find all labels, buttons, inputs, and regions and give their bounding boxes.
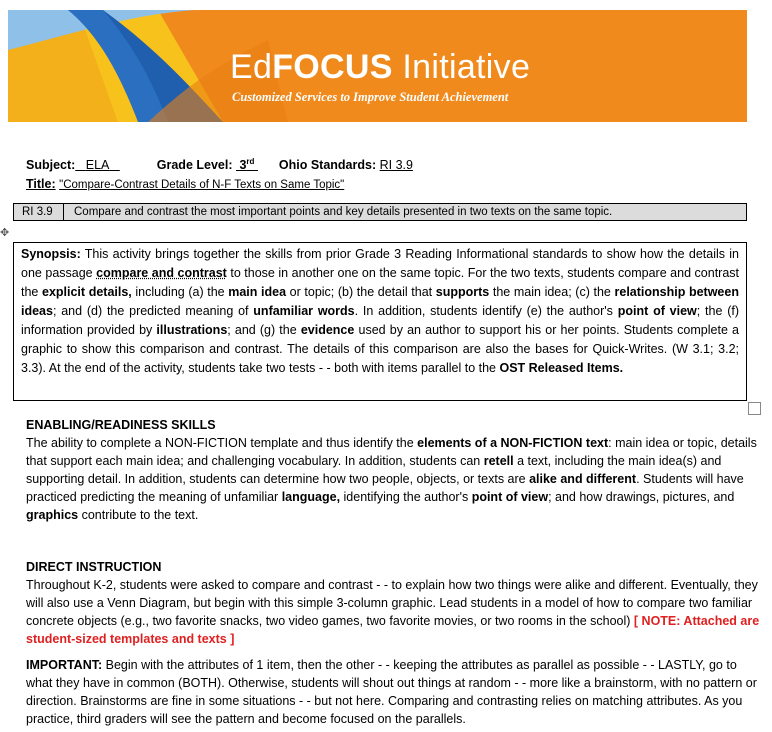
table-resize-handle[interactable] [748, 402, 761, 415]
header-banner [8, 10, 747, 122]
important-label: IMPORTANT: [26, 658, 103, 672]
enabling-text: The ability to complete a NON-FICTION template and thus identify the elements of a NON-FICTION text: main idea or topic, details that support each main idea; and challenging vocabulary. In addition, students can retell a text, including the main idea(s) and supporting detail. In addition, students can determine how two people, objects, or texts are alike and different. Students will have practiced predicting the meaning of unfamiliar language, identifying the author's point of view; and how drawings, pictures, and graphics contribute to the text. [26, 436, 757, 522]
subject-value: ELA [85, 158, 110, 173]
direct-text: Throughout K-2, students were asked to compare and contrast - - to explain how two things were alike and different. Eventually, they will also use a Venn Diagram, but begin with this simple 3-column graphic. Lead students in a model of how to compare two familiar concrete objects (e.g., two favorite snacks, two video games, two favorite movies, or two rooms in the school) [ NOTE: Attached are student-sized templates and texts ] [26, 578, 760, 646]
standards-value: RI 3.9 [379, 158, 413, 173]
important-section [26, 656, 766, 728]
important-text: Begin with the attributes of 1 item, then the other - - keeping the attributes as parallel as possible - - LASTLY, go to what they have in common (BOTH). Otherwise, students will shout out things at random - - more like a brainstorm, with no pattern or direction. Brainstorms are fine in some situations - - but not here. Comparing and contrasting relies on matching attributes. As you practice, third graders will see the pattern and become focused on the parallels. [26, 658, 757, 726]
subject-label: Subject: [26, 158, 76, 173]
direct-heading: DIRECT INSTRUCTION [26, 560, 162, 574]
synopsis-box: Synopsis: This activity brings together the skills from prior Grade 3 Reading Informational standards to show how the details in one passage compare and contrast to those in another one on the same topic. For the two texts, students compare and contrast the explicit details, including (a) the main idea or topic; (b) the detail that supports the main idea; (c) the relationship between ideas; and (d) the predicted meaning of unfamiliar words. In addition, students identify (e) the author's point of view; the (f) information provided by illustrations; and (g) the evidence used by an author to support his or her points. Students complete a graphic to show this comparison and contrast. The details of this comparison are also the bases for Quick-Writes. (W 3.1; 3.2; 3.3). At the end of the activity, students take two tests - - both with items parallel to the OST Released Items. [13, 242, 747, 401]
standard-code: RI 3.9 [14, 204, 64, 220]
meta-line [26, 157, 413, 172]
brand-title: EdFOCUS Initiative [230, 48, 531, 86]
standard-description: Compare and contrast the most important points and key details presented in two texts on the same topic. [74, 206, 613, 218]
grade-value: 3rd [239, 157, 255, 173]
standard-table [13, 203, 747, 221]
title-label: Title: [26, 177, 56, 191]
table-move-handle-icon[interactable]: ✥ [0, 227, 10, 239]
standards-label: Ohio Standards: [278, 158, 377, 173]
brand-tagline: Customized Services to Improve Student Achievement [232, 90, 509, 104]
title-line [26, 177, 344, 191]
note-callout: [ NOTE: Attached are student-sized templates and texts ] [26, 614, 760, 646]
title-value: "Compare-Contrast Details of N-F Texts on Same Topic" [59, 179, 345, 191]
enabling-heading: ENABLING/READINESS SKILLS [26, 418, 216, 432]
direct-instruction-section [26, 558, 766, 648]
grade-label: Grade Level: [156, 158, 233, 173]
enabling-section [26, 416, 766, 524]
